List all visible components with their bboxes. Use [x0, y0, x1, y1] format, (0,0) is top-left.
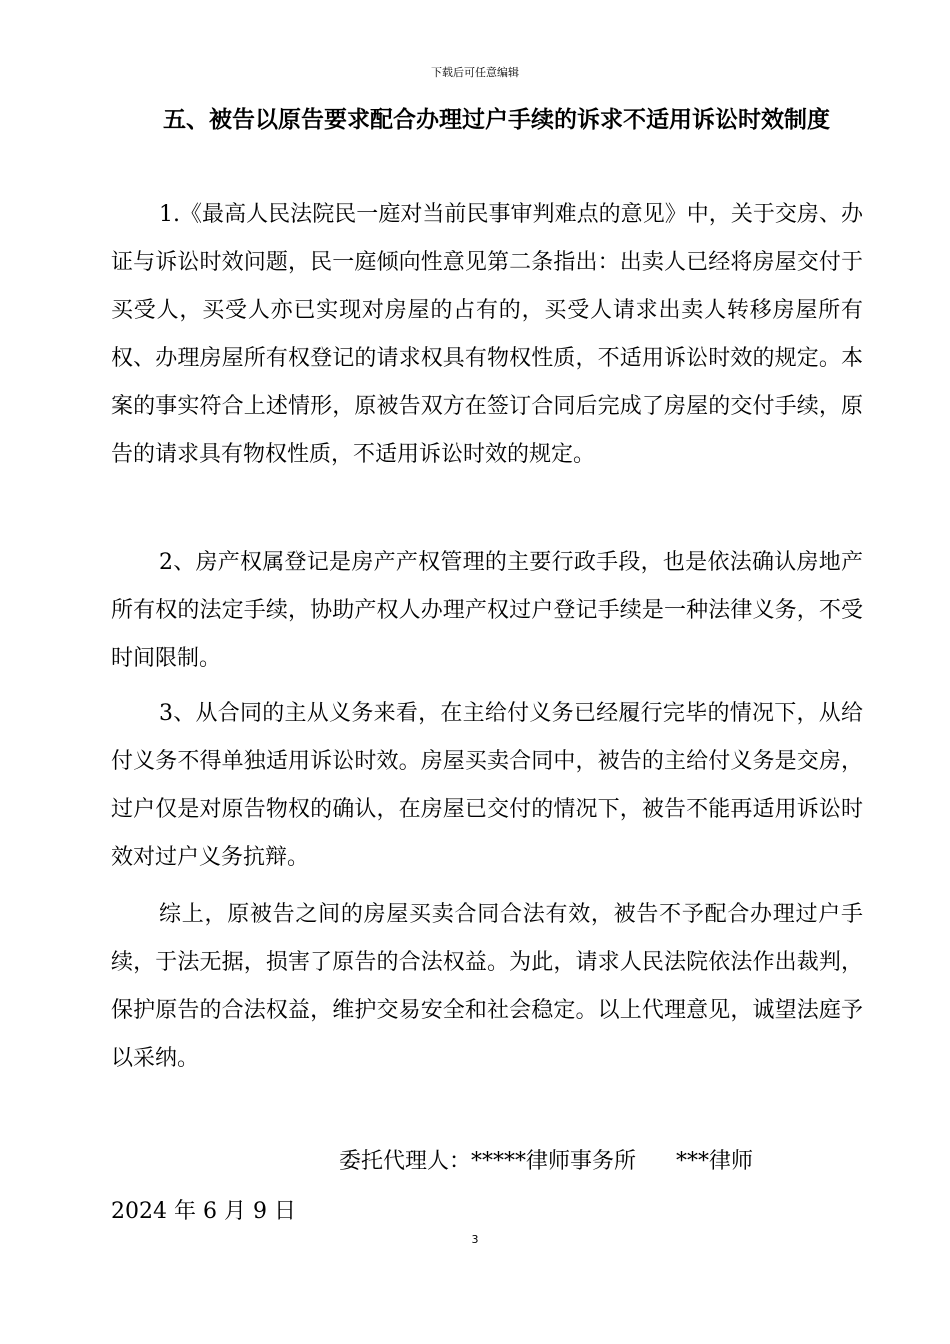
document-date: 2024 年 6 月 9 日: [111, 1199, 296, 1224]
page-number: 3: [471, 1233, 479, 1246]
signature-line: [339, 1140, 753, 1184]
paragraph-2: 2、房产权属登记是房产产权管理的主要行政手段，也是依法确认房地产所有权的法定手续，协助产权人办理产权过户登记手续是一种法律义务，不受时间限制。: [111, 550, 863, 671]
header-note: 下载后可任意编辑: [431, 66, 519, 79]
paragraph-conclusion: 综上，原被告之间的房屋买卖合同合法有效，被告不予配合办理过户手续，于法无据，损害了原告的合法权益。为此，请求人民法院依法作出裁判，保护原告的合法权益，维护交易安全和社会稳定。以上代理意见，诚望法庭予以采纳。: [111, 902, 863, 1071]
paragraph-3: 3、从合同的主从义务来看，在主给付义务已经履行完毕的情况下，从给付义务不得单独适用诉讼时效。房屋买卖合同中，被告的主给付义务是交房，过户仅是对原告物权的确认，在房屋已交付的情况下，被告不能再适用诉讼时效对过户义务抗辩。: [111, 701, 863, 870]
section-heading: 五、被告以原告要求配合办理过户手续的诉求不适用诉讼时效制度: [163, 107, 830, 133]
signature-agent: 委托代理人：*****律师事务所: [339, 1149, 637, 1174]
signature-lawyer: ***律师: [676, 1149, 754, 1174]
paragraph-1: 1.《最高人民法院民一庭对当前民事审判难点的意见》中，关于交房、办证与诉讼时效问题，民一庭倾向性意见第二条指出：出卖人已经将房屋交付于买受人，买受人亦已实现对房屋的占有的，买受人请求出卖人转移房屋所有权、办理房屋所有权登记的请求权具有物权性质，不适用诉讼时效的规定。本案的事实符合上述情形，原被告双方在签订合同后完成了房屋的交付手续，原告的请求具有物权性质，不适用诉讼时效的规定。: [111, 202, 863, 467]
